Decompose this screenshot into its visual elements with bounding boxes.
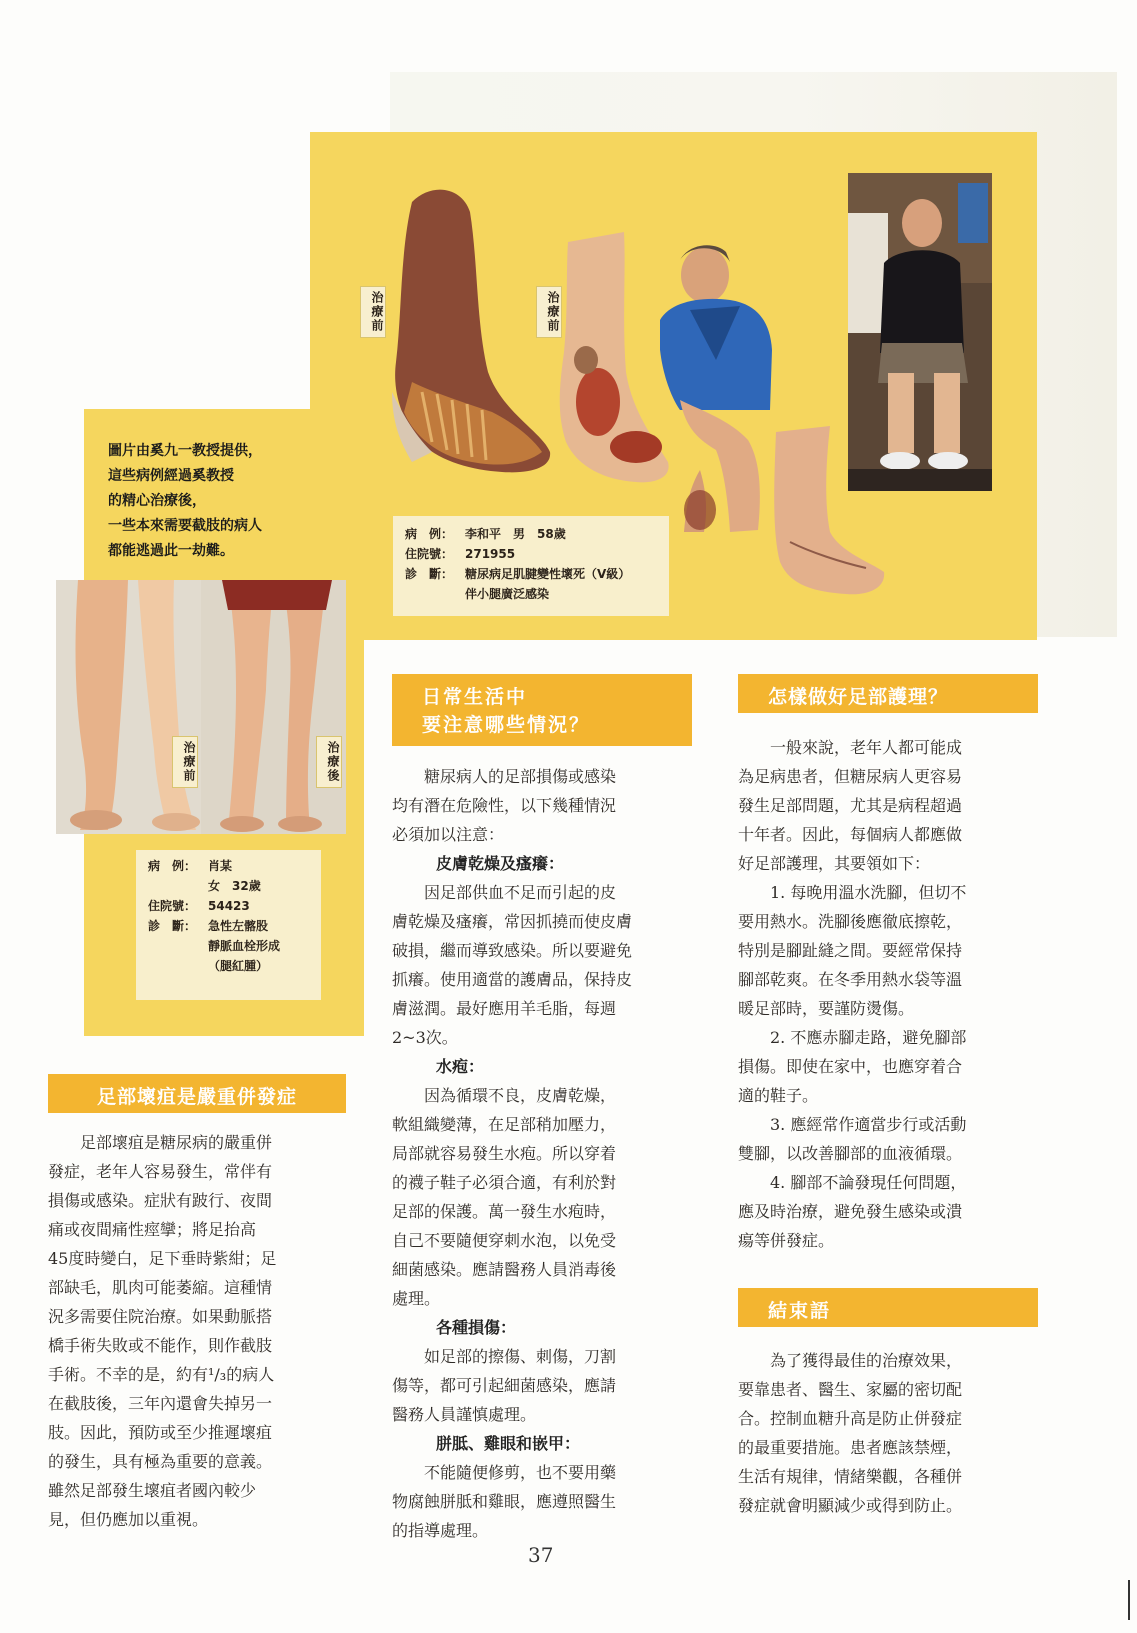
text-line: 況多需要住院治療。如果動脈搭 [48,1307,273,1326]
case-row [393,564,669,584]
photo-credit-caption [108,439,348,564]
text-line: 十年者。因此，每個病人都應做 [738,825,963,844]
text-line: 見，但仍應加以重視。 [48,1510,209,1529]
caption-line: 圖片由奚九一教授提供， [108,443,262,459]
case-label: 診 斷： [405,567,454,581]
heading-line: 日常生活中 [422,686,528,708]
text-line: 物腐蝕胼胝和雞眼，應遵照醫生 [392,1492,617,1511]
text-line: 部缺毛，肌肉可能萎縮。這種情 [48,1278,273,1297]
text-line: 軟組織變薄，在足部稍加壓力， [392,1115,617,1134]
case-value: （腿紅腫） [208,959,269,973]
text-line: 4. 腳部不論發現任何問題， [738,1173,967,1192]
subheading-calluses: 胼胝、雞眼和嵌甲： [436,1434,581,1453]
text-line: 足部壞疽是糖尿病的嚴重併 [48,1133,273,1152]
text-line: 不能隨便修剪，也不要用藥 [392,1463,617,1482]
caption-line: 都能逃過此一劫難。 [108,543,234,559]
text-line: 痛或夜間痛性痙攣；將足抬高 [48,1220,257,1239]
conclusion-text [738,1346,1038,1520]
text-line: 要靠患者、醫生、家屬的密切配 [738,1380,963,1399]
case-row [393,524,669,544]
text-line: 適的鞋子。 [738,1086,819,1105]
case-row [393,584,669,604]
text-line: 必須加以注意： [392,825,505,844]
heading-daily-life [392,674,692,746]
subheading-dry-skin: 皮膚乾燥及瘙癢： [436,854,565,873]
heading-gangrene: 足部壞疽是嚴重併發症 [48,1074,346,1113]
case-value: 肖某 [208,859,233,873]
page-number: 37 [528,1543,554,1567]
text-line: 醫務人員謹慎處理。 [392,1405,537,1424]
text-line: 在截肢後，三年內還會失掉另一 [48,1394,273,1413]
crop-mark [1128,1580,1130,1620]
case-label: 住院號： [405,547,454,561]
text-line: 均有潛在危險性，以下幾種情況 [392,796,617,815]
case-row [136,856,321,876]
text-line: 處理。 [392,1289,441,1308]
case-value: 李和平 男 58歲 [465,527,566,541]
caption-line: 的精心治療後， [108,493,206,509]
text-line: 發症就會明顯減少或得到防止。 [738,1496,963,1515]
text-line: 傷等，都可引起細菌感染，應請 [392,1376,617,1395]
text-line: 2~3次。 [392,1028,458,1047]
case-row [393,544,669,564]
text-line: 發生足部問題，尤其是病程超過 [738,796,963,815]
text-line: 3. 應經常作適當步行或活動 [738,1115,967,1134]
tag-before-1: 治療前 [360,286,386,338]
tag-before-legs: 治療前 [172,736,198,788]
text-line: 的襪子鞋子必須合適，有利於對 [392,1173,617,1192]
text-line: 膚滋潤。最好應用羊毛脂，每週 [392,999,617,1018]
case-row [136,936,321,956]
text-line: 因為循環不良，皮膚乾燥， [392,1086,617,1105]
text-line: 一般來說，老年人都可能成 [738,738,963,757]
text-line: 2. 不應赤腳走路，避免腳部 [738,1028,967,1047]
heading-line: 要注意哪些情況？ [422,714,591,736]
text-line: 手術。不幸的是，約有¹/₃的病人 [48,1365,275,1384]
text-line: 損傷或感染。症狀有跛行、夜間 [48,1191,273,1210]
text-line: 因足部供血不足而引起的皮 [392,883,617,902]
tag-before-2: 治療前 [536,286,562,338]
text-line: 特別是腳趾縫之間。要經常保持 [738,941,963,960]
text-line: 肢。因此，預防或至少推遲壞疽 [48,1423,273,1442]
heading-conclusion: 結束語 [738,1288,1038,1327]
ulcerated-foot-photo [556,232,674,490]
text-line: 膚乾燥及瘙癢，常因抓撓而使皮膚 [392,912,633,931]
text-line: 雖然足部發生壞疽者國內較少 [48,1481,257,1500]
text-line: 為足病患者，但糖尿病人更容易 [738,767,963,786]
case-value: 伴小腿廣泛感染 [465,587,550,601]
text-line: 要用熱水。洗腳後應徹底擦乾， [738,912,963,931]
text-line: 好足部護理，其要領如下： [738,854,931,873]
case-row [136,896,321,916]
text-line: 的指導處理。 [392,1521,489,1540]
text-line: 的最重要措施。患者應該禁煙， [738,1438,963,1457]
text-line: 抓癢。使用適當的護膚品，保持皮 [392,970,633,989]
text-line: 暖足部時，要謹防燙傷。 [738,999,915,1018]
subheading-blister: 水疱： [436,1057,485,1076]
text-line: 應及時治療，避免發生感染或潰 [738,1202,963,1221]
text-line: 的發生，具有極為重要的意義。 [48,1452,273,1471]
case-value: 靜脈血栓形成 [208,939,281,953]
caption-line: 這些病例經過奚教授 [108,468,234,484]
gangrene-foot-photo [392,182,554,482]
text-line: 生活有規律，情緒樂觀，各種併 [738,1467,963,1486]
text-line: 雙腳，以改善腳部的血液循環。 [738,1144,963,1163]
text-line: 瘍等併發症。 [738,1231,835,1250]
text-line: 橋手術失敗或不能作，則作截肢 [48,1336,273,1355]
text-line: 細菌感染。應請醫務人員消毒後 [392,1260,617,1279]
text-line: 發症，老年人容易發生，常伴有 [48,1162,273,1181]
text-line: 損傷。即使在家中，也應穿着合 [738,1057,963,1076]
text-line: 破損，繼而導致感染。所以要避免 [392,941,633,960]
text-line: 為了獲得最佳的治療效果， [738,1351,963,1370]
case-label: 住院號： [148,899,197,913]
text-line: 自己不要隨便穿刺水泡，以免受 [392,1231,617,1250]
case-info-box-2 [136,850,321,1000]
case-row [136,876,321,896]
case-row [136,916,321,936]
text-line: 腳部乾爽。在冬季用熱水袋等溫 [738,970,963,989]
case-label: 病 例： [148,859,197,873]
case-row [136,956,321,976]
daily-life-text [392,762,692,1545]
caption-line: 一些本來需要截肢的病人 [108,518,262,534]
text-line: 45度時變白，足下垂時紫紺；足 [48,1249,277,1268]
legs-before-after-photo [56,580,346,834]
text-line: 局部就容易發生水疱。所以穿着 [392,1144,617,1163]
case-value: 271955 [465,547,516,561]
case-value: 女 32歲 [208,879,261,893]
case-value: 糖尿病足肌腱變性壞死（Ⅴ級） [465,567,631,581]
subheading-injuries: 各種損傷： [436,1318,517,1337]
case-label: 病 例： [405,527,454,541]
foot-care-text [738,733,1038,1255]
tag-after-legs: 治療後 [316,736,342,788]
case-info-box-1 [393,516,669,616]
case-label: 診 斷： [148,919,197,933]
case-value: 54423 [208,899,250,913]
text-line: 合。控制血糖升高是防止併發症 [738,1409,963,1428]
heading-foot-care: 怎樣做好足部護理？ [738,674,1038,713]
gangrene-paragraph [48,1128,348,1534]
text-line: 足部的保護。萬一發生水疱時， [392,1202,617,1221]
patient-portrait-photo [848,173,992,491]
text-line: 糖尿病人的足部損傷或感染 [392,767,617,786]
case-value: 急性左髂股 [208,919,269,933]
text-line: 1. 每晚用溫水洗腳，但切不 [738,883,967,902]
text-line: 如足部的擦傷、刺傷，刀割 [392,1347,617,1366]
